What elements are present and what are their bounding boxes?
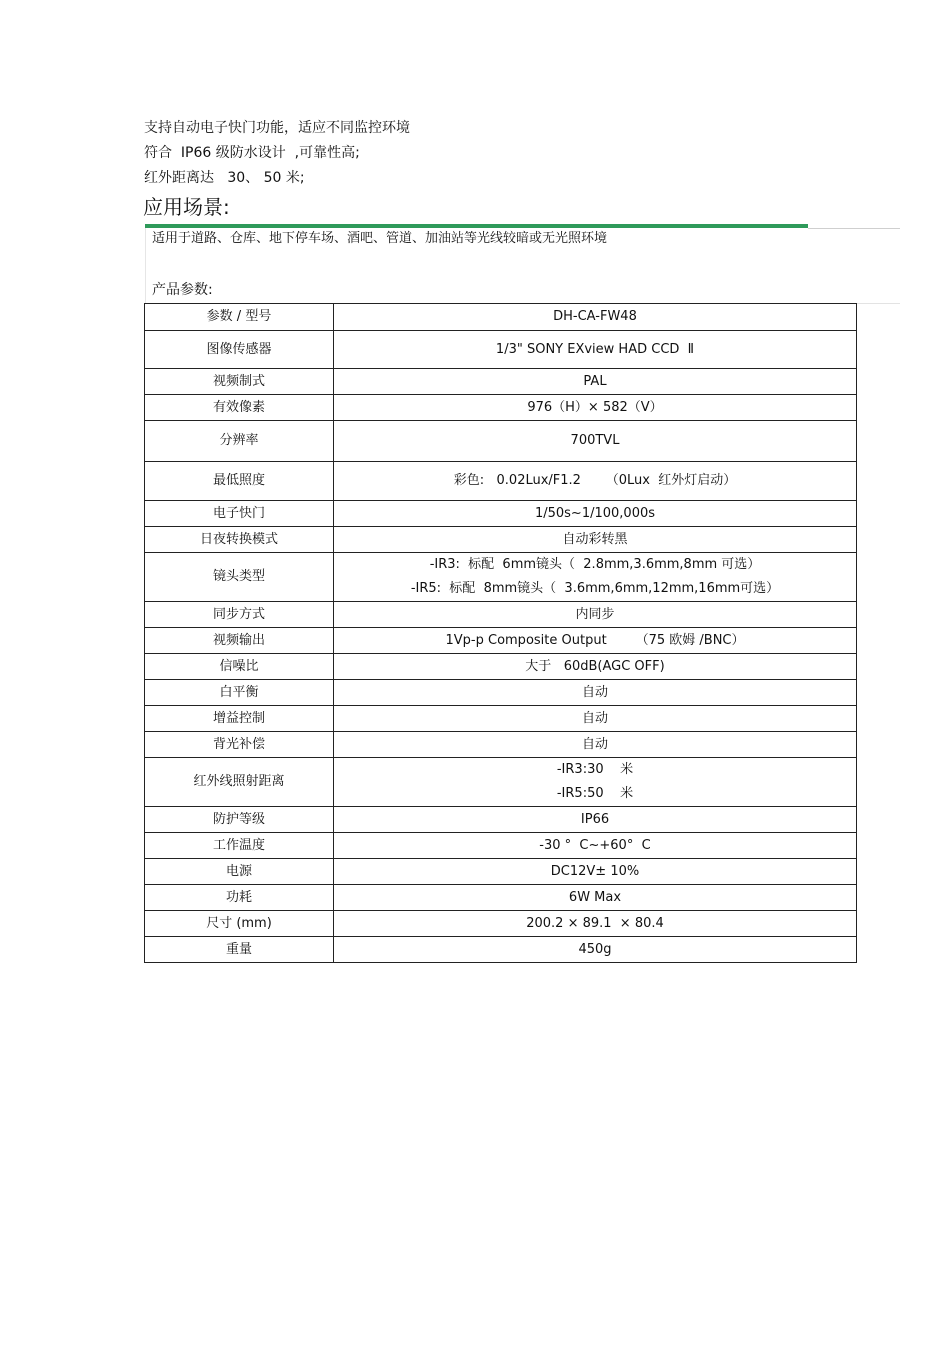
spec-key: 电源 [145,859,334,885]
spec-value-line: -IR3: 标配 6mm镜头（ 2.8mm,3.6mm,8mm 可选） [429,557,761,572]
spec-value: 450g [334,937,857,963]
spec-value-line: -IR5: 标配 8mm镜头（ 3.6mm,6mm,12mm,16mm可选） [410,581,780,596]
spec-key: 镜头类型 [145,553,334,602]
spec-key: 尺寸 (mm) [145,911,334,937]
spec-value [334,553,857,602]
spec-value: 彩色: 0.02Lux/F1.2 （0Lux 红外灯启动） [334,462,857,501]
feature-line-ir-distance: 红外距离达 30、 50 米; [144,170,305,186]
spec-key: 红外线照射距离 [145,758,334,807]
spec-key: 功耗 [145,885,334,911]
spec-row [145,421,857,462]
spec-key: 图像传感器 [145,331,334,369]
spec-row [145,395,857,421]
params-divider [856,303,900,304]
spec-table [144,303,857,963]
spec-key: 增益控制 [145,706,334,732]
spec-row [145,527,857,553]
spec-key: 防护等级 [145,807,334,833]
spec-key: 视频制式 [145,369,334,395]
spec-row [145,654,857,680]
spec-row [145,680,857,706]
spec-row [145,833,857,859]
spec-value: 内同步 [334,602,857,628]
spec-value-line: -IR3:30 米 [556,762,634,777]
spec-key: 同步方式 [145,602,334,628]
spec-row [145,553,857,602]
content-left-border [145,228,146,304]
section-title: 应用场景: [143,195,230,219]
spec-value: 700TVL [334,421,857,462]
spec-key: 分辨率 [145,421,334,462]
spec-row [145,859,857,885]
spec-value: DC12V± 10% [334,859,857,885]
spec-key: 白平衡 [145,680,334,706]
spec-value: 1/50s~1/100,000s [334,501,857,527]
spec-table-body [145,304,857,963]
spec-key: 参数 / 型号 [145,304,334,331]
spec-row [145,628,857,654]
spec-row [145,885,857,911]
spec-row [145,937,857,963]
spec-row [145,331,857,369]
spec-value: 6W Max [334,885,857,911]
spec-row [145,732,857,758]
spec-value: 自动 [334,706,857,732]
spec-value: 200.2 × 89.1 × 80.4 [334,911,857,937]
spec-row [145,758,857,807]
spec-value-line: -IR5:50 米 [556,786,634,801]
spec-value: -30 ° C~+60° C [334,833,857,859]
application-scene-text: 适用于道路、仓库、地下停车场、酒吧、管道、加油站等光线较暗或无光照环境 [152,231,608,246]
spec-value: 自动彩转黑 [334,527,857,553]
spec-value: 自动 [334,732,857,758]
spec-key: 有效像素 [145,395,334,421]
spec-key: 信噪比 [145,654,334,680]
feature-line-waterproof: 符合 IP66 级防水设计 ,可靠性高; [144,145,360,161]
spec-key: 背光补偿 [145,732,334,758]
feature-line-shutter: 支持自动电子快门功能，适应不同监控环境 [144,120,410,136]
section-divider-extension [808,228,900,229]
spec-key: 最低照度 [145,462,334,501]
spec-row [145,602,857,628]
spec-key: 电子快门 [145,501,334,527]
spec-value: 大于 60dB(AGC OFF) [334,654,857,680]
spec-row [145,807,857,833]
spec-row [145,462,857,501]
spec-value: 1/3" SONY EXview HAD CCD Ⅱ [334,331,857,369]
spec-key: 重量 [145,937,334,963]
section-divider [145,224,808,228]
spec-row [145,706,857,732]
spec-value: DH-CA-FW48 [334,304,857,331]
spec-key: 视频输出 [145,628,334,654]
product-params-label: 产品参数: [152,282,213,298]
spec-row [145,304,857,331]
spec-row [145,369,857,395]
spec-row [145,501,857,527]
spec-value [334,758,857,807]
spec-row [145,911,857,937]
spec-value: 自动 [334,680,857,706]
spec-value: PAL [334,369,857,395]
spec-value: 976（H）× 582（V） [334,395,857,421]
spec-value: 1Vp-p Composite Output （75 欧姆 /BNC） [334,628,857,654]
spec-key: 日夜转换模式 [145,527,334,553]
spec-value: IP66 [334,807,857,833]
spec-key: 工作温度 [145,833,334,859]
